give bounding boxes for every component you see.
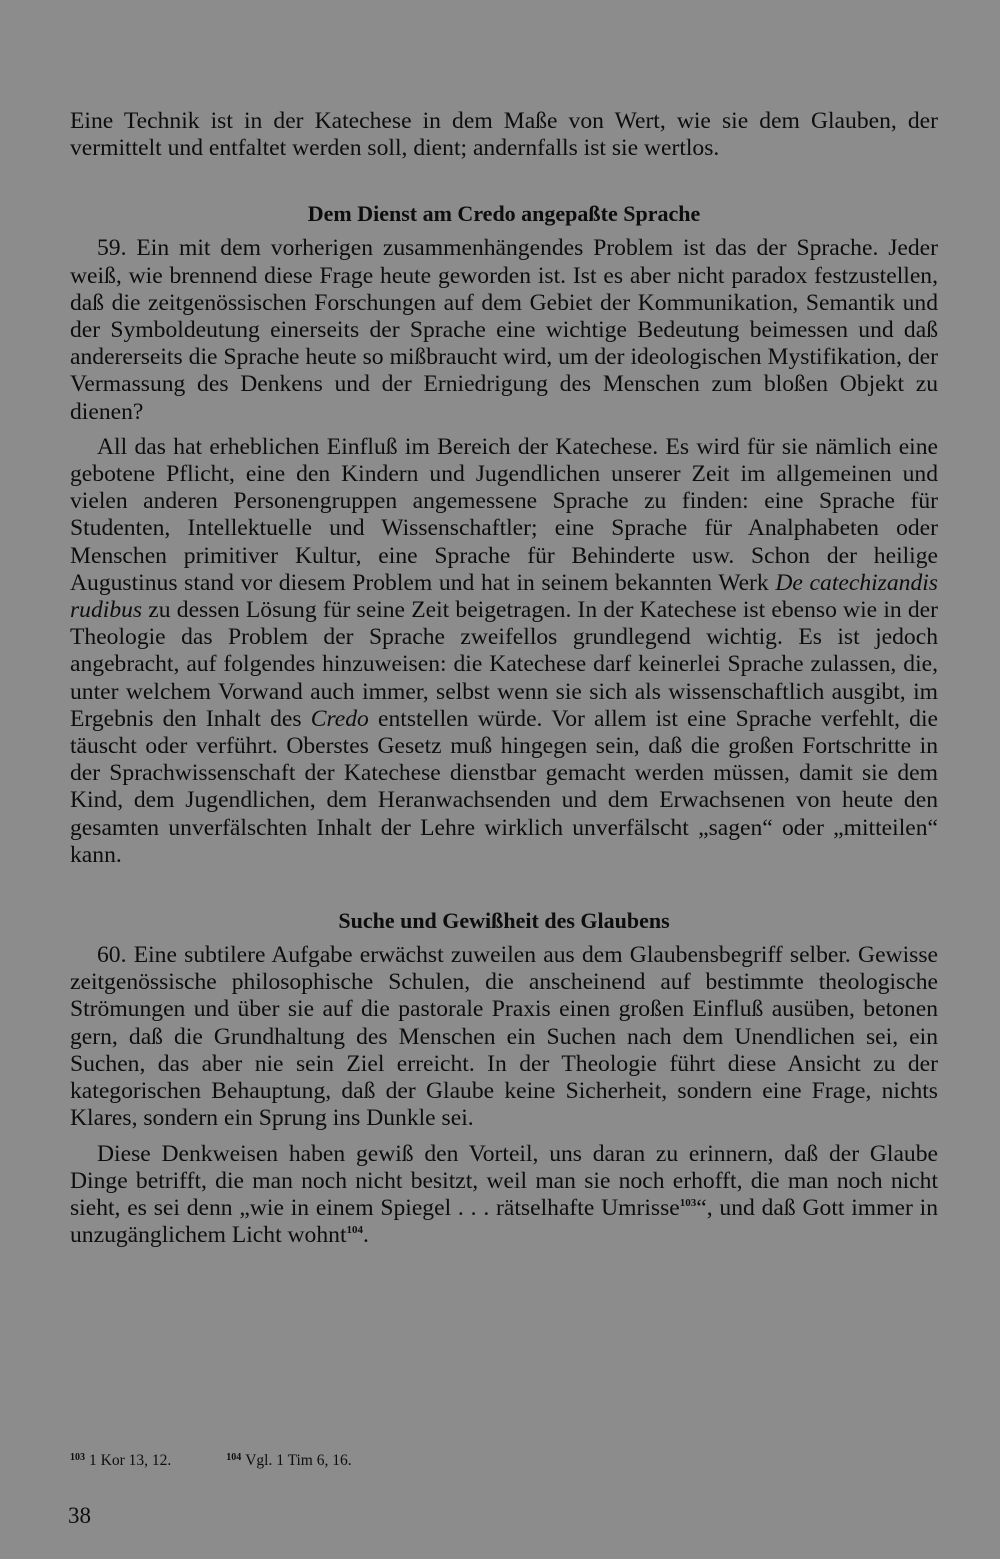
section-heading-faith: Suche und Gewißheit des Glaubens [338,908,670,934]
footnote-ref-103: 103 [679,1196,697,1209]
section-heading-language: Dem Dienst am Credo angepaßte Sprache [307,201,701,227]
footnote-text: 1 Kor 13, 12. [89,1452,172,1469]
footnote-text: Vgl. 1 Tim 6, 16. [245,1452,352,1469]
italic-credo: Credo [310,705,369,732]
paragraph-60: 60. Eine subtilere Aufgabe erwächst zuweilen aus dem Glaubensbegriff selber. Gewisse zeitgenössische philosophische Schulen, die anscheinend auf bestimmte theologische Strömungen und über sie auf die pastorale Praxis einen großen Einfluß ausüben, betonen gern, daß die Grundhaltung des Menschen ein Suchen nach dem Unendlichen sei, ein Suchen, das aber nie sein Ziel erreicht. In der Theologie führt diese Ansicht zu der kategorischen Behauptung, daß der Glaube keine Sicherheit, sondern eine Frage, nichts Klares, sondern ein Sprung ins Dunkle sei. [70,942,938,1132]
footnote-ref-104: 104 [346,1224,364,1237]
intro-paragraph: Eine Technik ist in der Katechese in dem Maße von Wert, wie sie dem Glauben, der vermittelt und entfaltet werden soll, dient; andernfalls ist sie wertlos. [70,108,938,162]
italic-title-de-catechizandis: De catechizandis rudibus [70,569,938,624]
text-run: All das hat erheblichen Einfluß im Bereich der Katechese. Es wird für sie nämlich eine gebotene Pflicht, eine den Kindern und Jugendlichen unserer Zeit im allgemeinen und vielen anderen Personengruppen angemessene Sprache zu finden: eine Sprache für Studenten, Intellektuelle und Wissenschaftler; eine Sprache für Analphabeten oder Menschen primitiver Kultur, eine Sprache für Behinderte usw. Schon der heilige Augustinus stand vor diesem Problem und hat in seinem bekannten Werk [70,433,938,596]
body-text [70,108,938,1249]
text-run: Diese Denkweisen haben gewiß den Vorteil, uns daran zu erinnern, daß der Glaube Dinge betrifft, die man noch nicht besitzt, weil man sie noch erhofft, die man noch nicht sieht, es sei denn „wie in einem Spiegel . . . rätselhafte Umrisse [70,1140,938,1221]
text-run: zu dessen Lösung für seine Zeit beigetragen. In der Katechese ist ebenso wie in der Theologie das Problem der Sprache zweifellos grundlegend wichtig. Es ist jedoch angebracht, auf folgendes hinzuweisen: die Katechese darf keinerlei Sprache zulassen, die, unter welchem Vorwand auch immer, selbst wenn sie sich als wissenschaftlich ausgibt, im Ergebnis den Inhalt des [70,597,938,732]
text-run: “, und daß Gott immer in unzugänglichem Licht wohnt [70,1194,938,1249]
footnote-103 [70,1448,171,1471]
paragraph-60-continued [70,1141,938,1250]
footnotes [70,1448,352,1471]
footnote-marker: 104 [226,1452,242,1463]
paragraph-59-continued [70,434,938,869]
text-run: entstellen würde. Vor allem ist eine Sprache verfehlt, die täuscht oder verführt. Oberstes Gesetz muß hingegen sein, daß die großen Fortschritte in der Sprachwissenschaft der Katechese dienstbar gemacht werden müssen, damit sie dem Kind, dem Jugendlichen, dem Heranwachsenden und dem Erwachsenen von heute den gesamten unverfälschten Inhalt der Lehre wirklich unverfälscht „sagen“ oder „mitteilen“ kann. [70,705,938,868]
paragraph-59: 59. Ein mit dem vorherigen zusammenhängendes Problem ist das der Sprache. Jeder weiß, wie brennend diese Frage heute geworden ist. Ist es aber nicht paradox festzustellen, daß die zeitgenössischen Forschungen auf dem Gebiet der Kommunikation, Semantik und der Symboldeutung einerseits der Sprache eine wichtige Bedeutung beimessen und daß andererseits die Sprache heute so mißbraucht wird, um der ideologischen Mystifikation, der Vermassung des Denkens und der Erniedrigung des Menschen zum bloßen Objekt zu dienen? [70,235,938,425]
page-number: 38 [68,1503,91,1528]
footnote-marker: 103 [70,1452,85,1463]
footnote-104 [226,1448,351,1471]
text-run: . [363,1222,369,1249]
